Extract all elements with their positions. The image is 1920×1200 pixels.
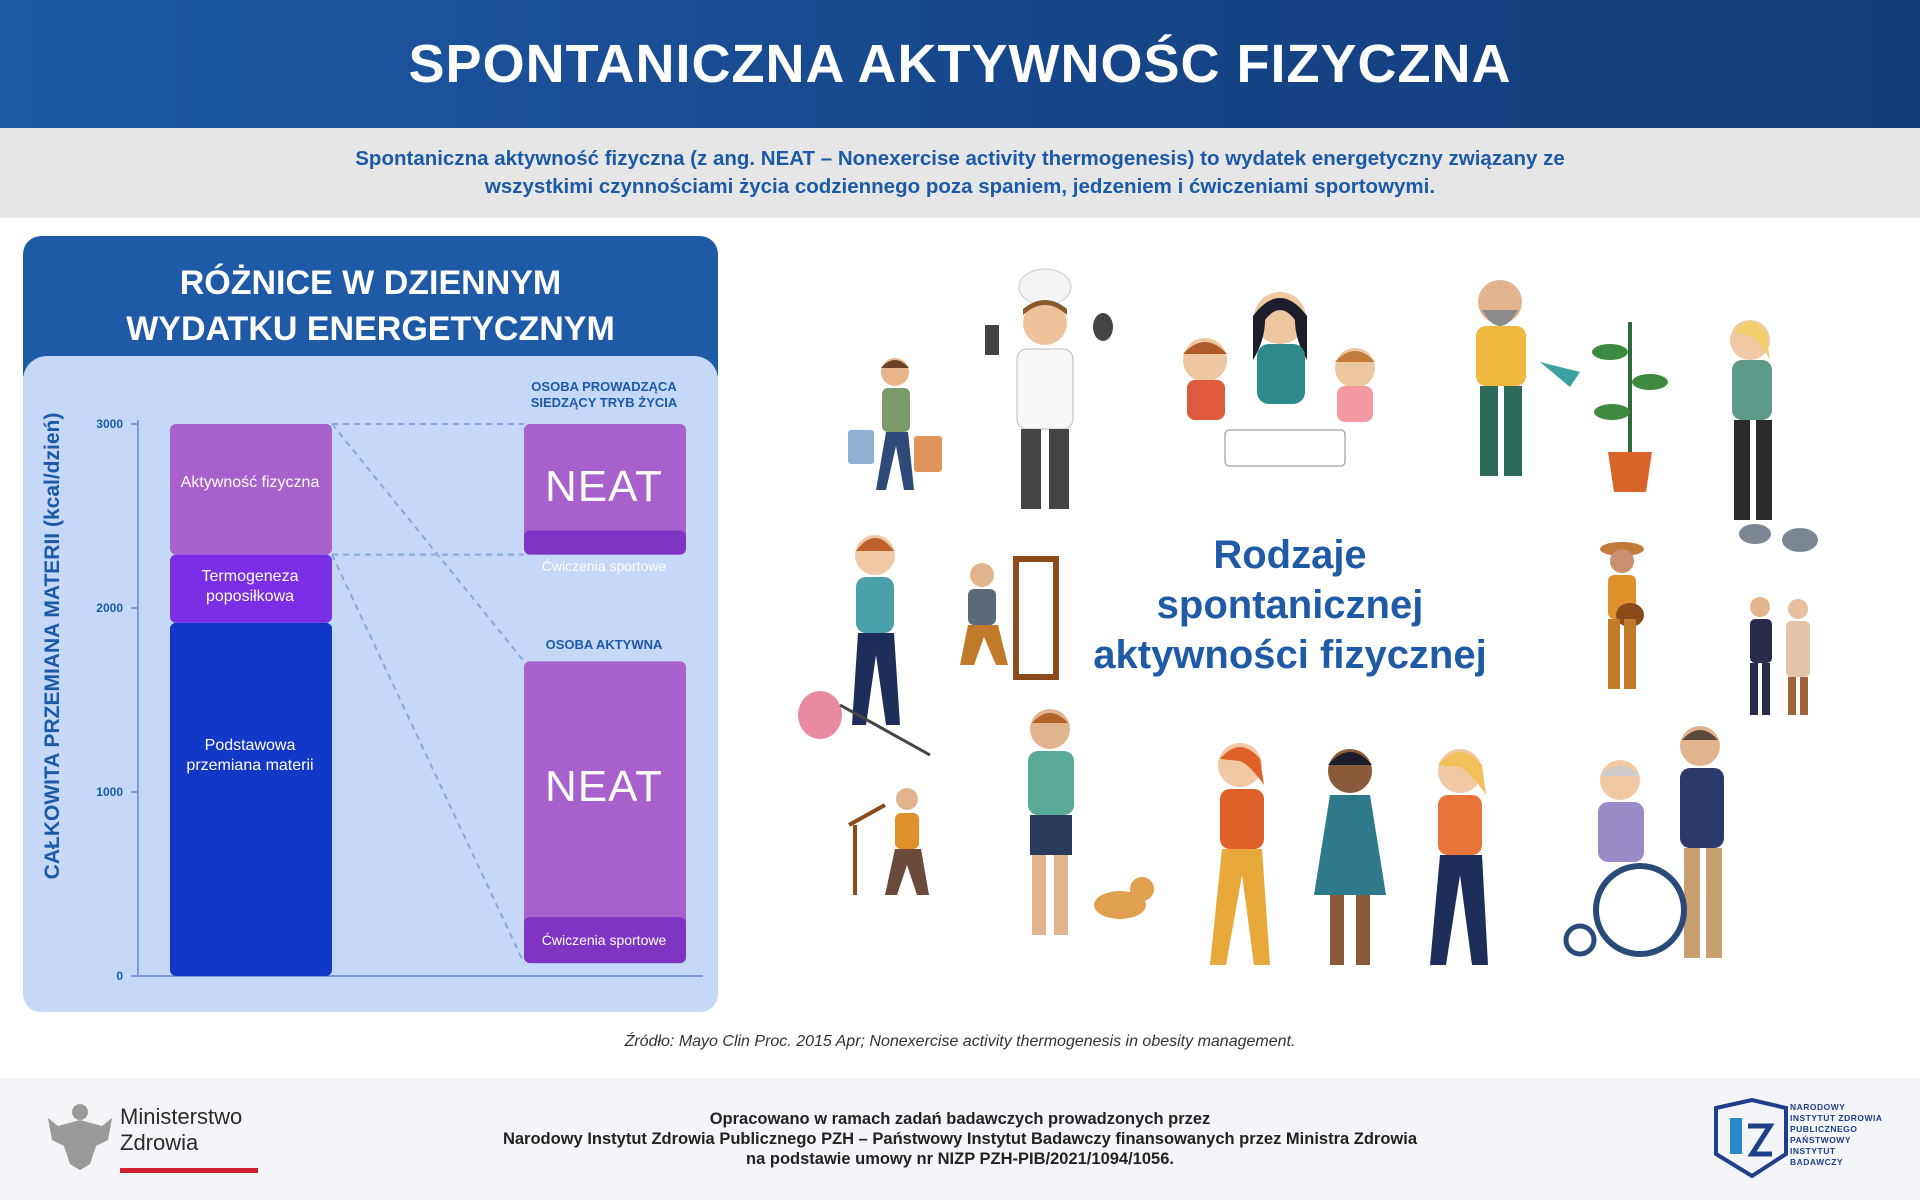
ministry-name — [120, 1104, 242, 1156]
energy-chart — [23, 236, 718, 1012]
intro-banner — [0, 128, 1920, 218]
pzh-name: NARODOWY INSTYTUT ZDROWIA PUBLICZNEGO PAŃSTWOWY INSTYTUT BADAWCZY — [1790, 1102, 1883, 1167]
y-axis-label: CAŁKOWITA PRZEMIANA MATERII (kcal/dzień) — [41, 412, 64, 880]
footer-line1: Opracowano w ramach zadań badawczych prowadzonych przez — [709, 1110, 1211, 1128]
segment-label-bmr: Podstawowa przemiana materii — [186, 737, 314, 774]
group-label-active: OSOBA AKTYWNA — [545, 637, 663, 652]
group-label-sedentary: OSOBA PROWADZĄCA SIEDZĄCY TRYB ŻYCIA — [530, 379, 678, 410]
chart-title-line2: WYDATKU ENERGETYCZNYM — [126, 310, 615, 348]
bar-sport-sedentary — [524, 531, 686, 555]
wheelchair-illustration — [1560, 720, 1760, 980]
page-header — [0, 0, 1920, 128]
page-title: SPONTANICZNA AKTYWNOŚC FIZYCZNA — [408, 34, 1512, 94]
feeding-pigeons-illustration — [1700, 300, 1840, 560]
dog-walking-illustration — [990, 705, 1160, 955]
y-tick-label: 0 — [116, 969, 123, 983]
activities-title: Rodzaje spontanicznej aktywności fizycznej — [1093, 533, 1487, 677]
footer-credits — [400, 1109, 1520, 1169]
vacuuming-illustration — [790, 525, 950, 765]
chart-title-line1: RÓŻNICE W DZIENNYM — [179, 264, 562, 302]
neat-label-sedentary: NEAT — [544, 462, 664, 511]
furniture-assembly-illustration — [950, 555, 1060, 685]
y-tick-label: 2000 — [96, 601, 123, 615]
y-tick-label: 1000 — [96, 785, 123, 799]
gardening-illustration — [1430, 262, 1680, 502]
shopping-illustration — [810, 350, 970, 520]
stair-climbing-illustration — [845, 785, 945, 905]
y-tick-label: 3000 — [96, 417, 123, 431]
dancing-friends-illustration — [1180, 725, 1520, 995]
walking-couple-illustration — [1730, 595, 1830, 725]
intro-text: Spontaniczna aktywność fizyczna (z ang. NEAT – Nonexercise activity thermogenesis) to wydatek energetyczny związany ze wszystkimi czynnościami życia codziennego poza spaniem, jedzeniem i ćwiczeniami sportowymi. — [355, 147, 1565, 198]
ministry-name-line1: Ministerstwo — [120, 1104, 243, 1129]
footer-line2: Narodowy Instytut Zdrowia Publicznego PZH – Państwowy Instytut Badawczy finansowanych przez Ministra Zdrowia — [502, 1130, 1418, 1148]
ministry-red-line — [120, 1168, 258, 1173]
sport-label-sedentary: Ćwiczenia sportowe — [541, 558, 667, 574]
energy-chart-svg — [23, 236, 718, 1012]
drawing-with-children-illustration — [1145, 280, 1415, 480]
sport-label-active: Ćwiczenia sportowe — [541, 932, 667, 948]
connector-top-active — [332, 424, 524, 661]
segment-label-activity: Aktywność fizyczna — [180, 474, 320, 491]
cooking-illustration — [975, 265, 1115, 535]
neat-label-active: NEAT — [544, 762, 664, 811]
bar-segment-bmr — [170, 623, 332, 976]
segment-label-tef: Termogeneza poposiłkowa — [201, 568, 299, 605]
connector-tef-active — [332, 555, 524, 963]
footer-line3: na podstawie umowy nr NIZP PZH-PIB/2021/1094/1056. — [746, 1150, 1174, 1168]
guitar-player-illustration — [1588, 535, 1658, 695]
source-citation: Źródło: Mayo Clin Proc. 2015 Apr; Nonexercise activity thermogenesis in obesity management. — [624, 1033, 1296, 1050]
ministry-name-line2: Zdrowia — [120, 1130, 199, 1155]
